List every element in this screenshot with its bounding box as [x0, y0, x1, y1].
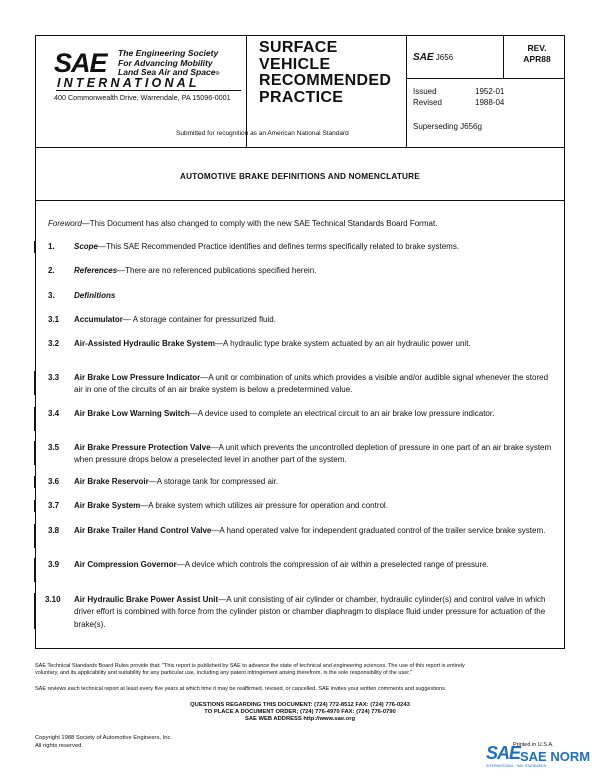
printed-in: Printed in U.S.A. [513, 742, 554, 748]
sae-norm-subtext: INTERNATIONAL · SAE STANDARDS [486, 764, 547, 768]
sae-logo [54, 48, 264, 96]
society-name: The Engineering Society For Advancing Mobility Land Sea Air and Space® [118, 48, 220, 77]
definition-number: 3.4 [48, 409, 60, 418]
definition-number: 3.9 [48, 560, 60, 569]
review-text: SAE reviews each technical report at least every five years at which time it may be reaffirmed, revised, or cancelled. SAE invites your written comments and suggestions. [35, 686, 447, 692]
change-bar [34, 476, 36, 488]
change-bar [34, 500, 36, 512]
contact-line: QUESTIONS REGARDING THIS DOCUMENT: (724) 772-8512 FAX: (724) 776-0243 [190, 702, 410, 708]
policy-text: voluntary, and its applicability and suitability for any particular use, including any patent infringement arising therefrom, is the sole responsibility of the user." [35, 670, 413, 676]
change-bar [34, 241, 36, 253]
sae-logo-mark: SAE [54, 48, 107, 78]
change-bar [34, 524, 36, 548]
title-box [35, 147, 565, 201]
sae-norm-stamp [486, 745, 596, 771]
definition-item: Accumulator— A storage container for pressurized fluid. [74, 315, 276, 324]
section-number: 1. [48, 242, 55, 251]
header-divider [503, 36, 504, 78]
change-bar [34, 441, 36, 465]
definition-number: 3.6 [48, 477, 60, 486]
definition-item: Air Brake Low Warning Switch—A device used to complete an electrical circuit to an air brake low pressure indicator. [74, 409, 495, 418]
web-address: SAE WEB ADDRESS http://www.sae.org [244, 716, 356, 722]
superseding-note: Superseding J656g [413, 122, 482, 131]
international-label: INTERNATIONAL [57, 76, 200, 90]
definition-number: 3.2 [48, 339, 60, 348]
issue-dates: Issued 1952-01 Revised 1988-04 [413, 87, 505, 107]
document-number: SAE J656 [413, 52, 454, 63]
body-box [35, 201, 565, 649]
definition-number: 3.7 [48, 501, 60, 510]
definitions-heading: Definitions [74, 291, 116, 300]
definition-number: 3.8 [48, 526, 60, 535]
header-divider [406, 78, 564, 79]
definition-item: Air Brake Trailer Hand Control Valve—A hand operated valve for independent graduated control of the trailer service brake system. [74, 526, 546, 535]
submitted-note: Submitted for recognition as an American National Standard [176, 130, 349, 137]
sae-norm-mark: SAE [486, 743, 521, 763]
sae-norm-word: SAE NORM [520, 749, 591, 764]
section-number: 3. [48, 291, 55, 300]
change-bar [34, 558, 36, 582]
foreword-paragraph: Foreword—This Document has also changed to comply with the new SAE Technical Standards Board Format. [48, 219, 438, 228]
scope-paragraph: Scope—This SAE Recommended Practice identifies and defines terms specifically related to brake systems. [74, 242, 460, 251]
references-paragraph: References—There are no referenced publications specified herein. [74, 266, 317, 275]
contact-line: TO PLACE A DOCUMENT ORDER; (724) 776-4970 FAX: (724) 776-0790 [204, 709, 396, 715]
section-number: 2. [48, 266, 55, 275]
copyright: Copyright 1988 Society of Automotive Engineers, Inc. All rights reserved. [35, 735, 172, 749]
document-title: AUTOMOTIVE BRAKE DEFINITIONS AND NOMENCLATURE [180, 172, 420, 181]
revision-block: REV. APR88 [523, 43, 551, 64]
definition-number: 3.1 [48, 315, 60, 324]
change-bar [34, 407, 36, 431]
logo-rule [56, 90, 241, 91]
policy-text: SAE Technical Standards Board Rules provide that: "This report is published by SAE to advance the state of technical and engineering sciences. The use of this report is entirely [35, 663, 465, 669]
change-bar [34, 371, 36, 395]
definition-item: Air Hydraulic Brake Power Assist Unit—A unit consisting of air cylinder or chamber, hydraulic cylinder(s) and control valve in which driver effort is combined with force from the cylinder piston or chamber diaphragm to displace fluid under pressure for actuation of the brake(s). [74, 595, 546, 629]
definition-item: Air Brake Reservoir—A storage tank for compressed air. [74, 477, 279, 486]
definition-item: Air Compression Governor—A device which controls the compression of air within a preselected range of pressure. [74, 560, 489, 569]
header-divider [406, 36, 407, 147]
header-box [35, 35, 565, 148]
definition-item: Air Brake Pressure Protection Valve—A unit which prevents the uncontrolled depletion of pressure in one part of an air brake system when pressure drops below a preselected level in another part of the system. [74, 443, 552, 465]
definition-number: 3.3 [48, 373, 60, 382]
definition-number: 3.5 [48, 443, 60, 452]
definition-item: Air Brake Low Pressure Indicator—A unit or combination of units which provides a visible and/or audible signal whenever the stored air in one of the circuits of an air brake system is below a predetermined value. [74, 373, 549, 395]
definition-item: Air-Assisted Hydraulic Brake System—A hydraulic type brake system actuated by an air hydraulic power unit. [74, 339, 471, 348]
change-bar [34, 593, 36, 629]
society-address: 400 Commonwealth Drive, Warrendale, PA 15096-0001 [54, 93, 231, 102]
document-type: SURFACE VEHICLE RECOMMENDED PRACTICE [259, 39, 392, 106]
definition-number: 3.10 [45, 595, 61, 604]
definition-item: Air Brake System—A brake system which utilizes air pressure for operation and control. [74, 501, 388, 510]
